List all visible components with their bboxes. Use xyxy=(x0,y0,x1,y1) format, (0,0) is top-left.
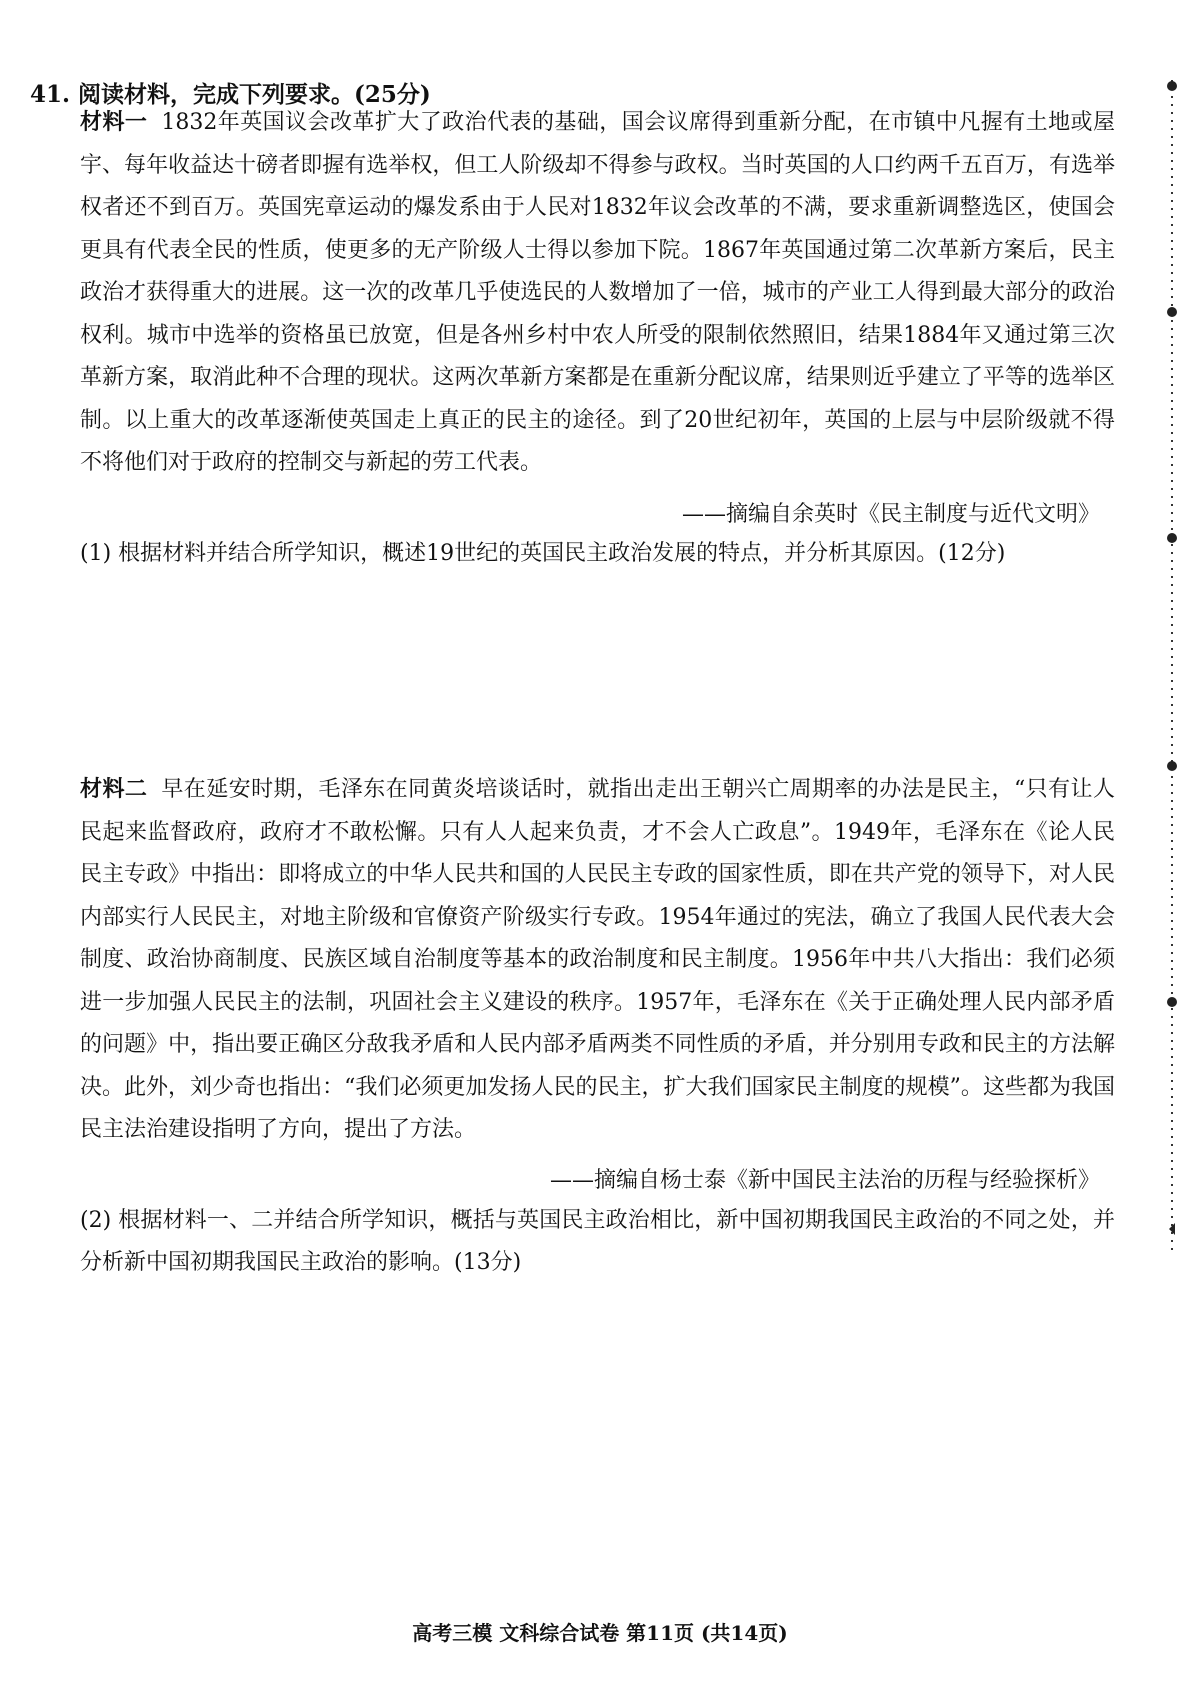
material-1-text: 1832年英国议会改革扩大了政治代表的基础，国会议席得到重新分配，在市镇中凡握有土地或屋宇、每年收益达十磅者即握有选举权，但工人阶级却不得参与政权。当时英国的人口约两千五百万，有选举权者还不到百万。英国宪章运动的爆发系由于人民对1832年议会改革的不满，要求重新调整选区，使国会更具有代表全民的性质，使更多的无产阶级人士得以参加下院。1867年英国通过第二次革新方案后，民主政治才获得重大的进展。这一次的改革几乎使选民的人数增加了一倍，城市的产业工人得到最大部分的政治权利。城市中选举的资格虽已放宽，但是各州乡村中农人所受的限制依然照旧，结果1884年又通过第三次革新方案，取消此种不合理的现状。这两次革新方案都是在重新分配议席，结果则近乎建立了平等的选举区制。以上重大的改革逐渐使英国走上真正的民主的途径。到了20世纪初年，英国的上层与中层阶级就不得不将他们对于政府的控制交与新起的劳工代表。 xyxy=(80,110,1115,475)
binding-dot xyxy=(1167,81,1177,91)
binding-dot xyxy=(1167,307,1177,317)
sub-question-1: (1) 根据材料并结合所学知识，概述19世纪的英国民主政治发展的特点，并分析其原因。(12分) xyxy=(80,541,1006,566)
material-2-text: 早在延安时期，毛泽东在同黄炎培谈话时，就指出走出王朝兴亡周期率的办法是民主，“只有让人民起来监督政府，政府才不敢松懈。只有人人起来负责，才不会人亡政息”。1949年，毛泽东在《论人民民主专政》中指出：即将成立的中华人民共和国的人民民主专政的国家性质，即在共产党的领导下，对人民内部实行人民民主，对地主阶级和官僚资产阶级实行专政。1954年通过的宪法，确立了我国人民代表大会制度、政治协商制度、民族区域自治制度等基本的政治制度和民主制度。1956年中共八大指出：我们必须进一步加强人民民主的法制，巩固社会主义建设的秩序。1957年，毛泽东在《关于正确处理人民内部矛盾的问题》中，指出要正确区分敌我矛盾和人民内部矛盾两类不同性质的矛盾，并分别用专政和民主的方法解决。此外，刘少奇也指出：“我们必须更加发扬人民的民主，扩大我们国家民主制度的规模”。这些都为我国民主法治建设指明了方向，提出了方法。 xyxy=(80,777,1115,1142)
material-1-label: 材料一 xyxy=(80,109,148,135)
binding-dot xyxy=(1167,761,1177,771)
binding-dot xyxy=(1167,997,1177,1007)
page-footer: 高考三模 文科综合试卷 第11页 (共14页) xyxy=(412,1621,788,1645)
material-2-source: ——摘编自杨士泰《新中国民主法治的历程与经验探析》 xyxy=(549,1168,1100,1193)
binding-margin-line xyxy=(1162,80,1182,1250)
material-1 xyxy=(80,101,1115,485)
material-2-label: 材料二 xyxy=(80,776,148,802)
binding-dot xyxy=(1167,533,1177,543)
sub-question-2: (2) 根据材料一、二并结合所学知识，概括与英国民主政治相比，新中国初期我国民主政治的不同之处，并分析新中国初期我国民主政治的影响。(13分) xyxy=(80,1208,1115,1275)
material-2 xyxy=(80,768,1115,1152)
material-1-source: ——摘编自余英时《民主制度与近代文明》 xyxy=(681,502,1100,527)
question-title: 41. 阅读材料，完成下列要求。(25分) xyxy=(30,81,431,108)
